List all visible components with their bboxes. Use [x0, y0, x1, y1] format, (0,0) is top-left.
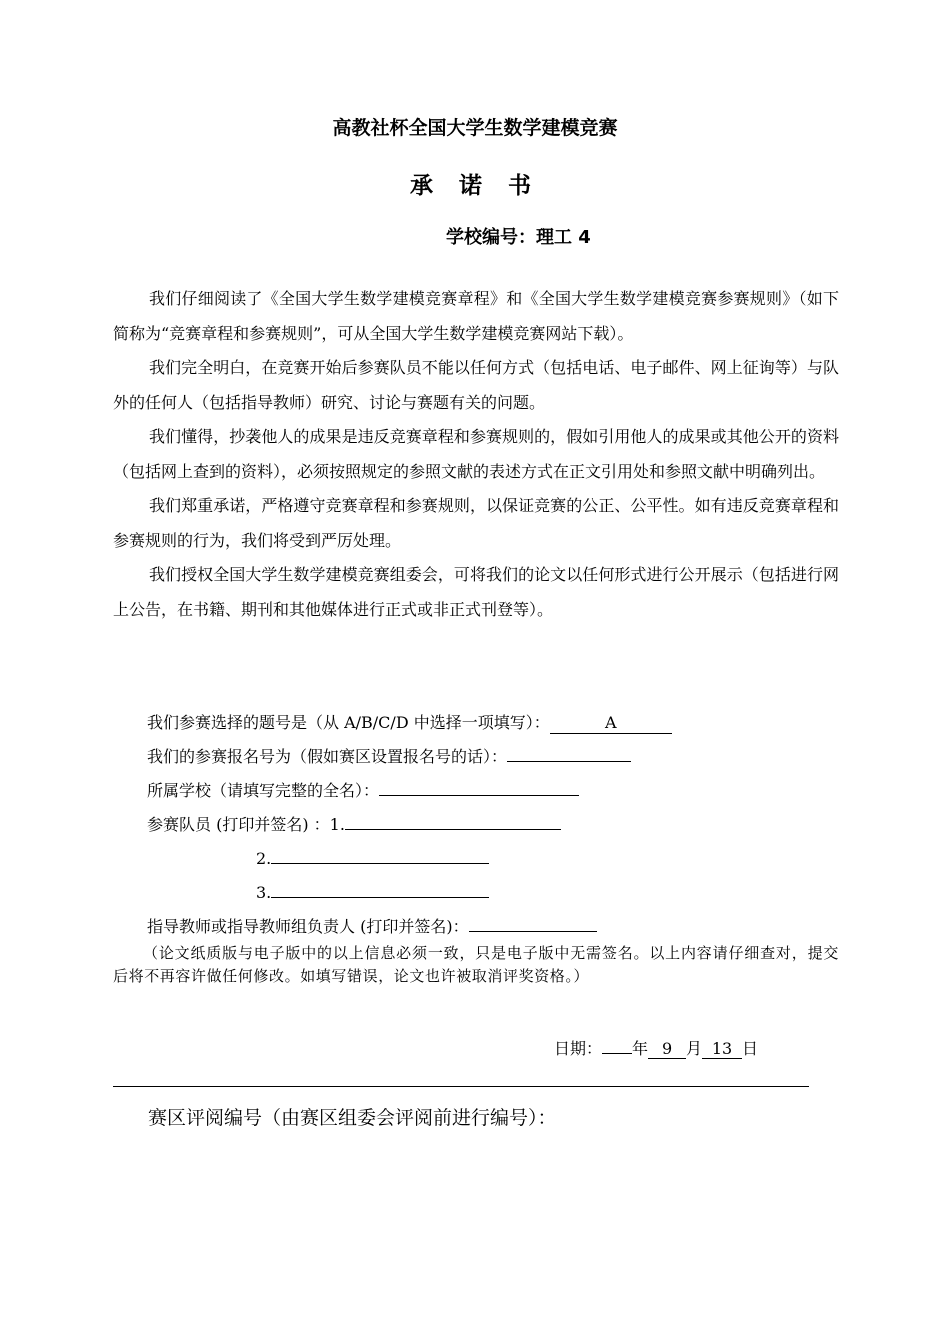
school-field[interactable]	[379, 775, 579, 796]
date-year-field[interactable]	[602, 1035, 632, 1054]
date-month-field[interactable]: 9	[648, 1040, 686, 1059]
document-title: 高教社杯全国大学生数学建模竞赛	[332, 117, 618, 139]
date-year-unit: 年	[632, 1039, 649, 1058]
registration-field[interactable]	[507, 741, 631, 762]
member-2-number: 2.	[256, 849, 272, 868]
date-day-unit: 日	[742, 1039, 759, 1058]
problem-choice-field[interactable]: A	[550, 713, 672, 734]
registration-label: 我们的参赛报名号为（假如赛区设置报名号的话）：	[147, 747, 508, 766]
date-row	[554, 1035, 758, 1062]
verification-note	[113, 942, 839, 988]
document-subtitle: 承 诺 书	[409, 173, 540, 199]
member-row-1	[147, 808, 672, 842]
advisor-row	[147, 910, 672, 944]
problem-choice-row	[147, 706, 672, 740]
date-day-field[interactable]: 13	[702, 1040, 742, 1059]
problem-choice-label: 我们参赛选择的题号是（从 A/B/C/D 中选择一项填写）：	[147, 713, 550, 732]
member-row-2	[147, 842, 672, 876]
commitment-body	[113, 282, 839, 627]
member-1-number: 1.	[329, 815, 345, 834]
member-row-3	[147, 876, 672, 910]
member-3-number: 3.	[256, 883, 272, 902]
date-label: 日期：	[554, 1039, 603, 1058]
paragraph-1: 我们仔细阅读了《全国大学生数学建模竞赛章程》和《全国大学生数学建模竞赛参赛规则》（如下简称为“竞赛章程和参赛规则”，可从全国大学生数学建模竞赛网站下载）。	[113, 289, 839, 343]
school-label: 所属学校（请填写完整的全名）：	[147, 781, 380, 800]
registration-row	[147, 740, 672, 774]
paragraph-4: 我们郑重承诺，严格遵守竞赛章程和参赛规则，以保证竞赛的公正、公平性。如有违反竞赛章程和参赛规则的行为，我们将受到严厉处理。	[113, 496, 839, 550]
date-month-unit: 月	[686, 1039, 703, 1058]
member-1-field[interactable]	[345, 809, 561, 830]
paragraph-5: 我们授权全国大学生数学建模竞赛组委会，可将我们的论文以任何形式进行公开展示（包括进行网上公告，在书籍、期刊和其他媒体进行正式或非正式刊登等）。	[113, 565, 839, 619]
advisor-label: 指导教师或指导教师组负责人 (打印并签名)：	[147, 917, 469, 936]
verification-note-text: （论文纸质版与电子版中的以上信息必须一致，只是电子版中无需签名。以上内容请仔细查对，提交后将不再容许做任何修改。如填写错误，论文也许被取消评奖资格。）	[113, 944, 839, 985]
section-divider	[113, 1086, 809, 1087]
paragraph-3: 我们懂得，抄袭他人的成果是违反竞赛章程和参赛规则的，假如引用他人的成果或其他公开的资料（包括网上查到的资料），必须按照规定的参照文献的表述方式在正文引用处和参照文献中明确列出。	[113, 427, 839, 481]
entry-form	[147, 706, 672, 944]
advisor-field[interactable]	[469, 911, 597, 932]
member-2-field[interactable]	[271, 843, 489, 864]
paragraph-2: 我们完全明白，在竞赛开始后参赛队员不能以任何方式（包括电话、电子邮件、网上征询等）与队外的任何人（包括指导教师）研究、讨论与赛题有关的问题。	[113, 358, 839, 412]
school-row	[147, 774, 672, 808]
members-label: 参赛队员 (打印并签名) ：	[147, 815, 330, 834]
school-code: 学校编号：理工 4	[446, 227, 591, 248]
review-number-label: 赛区评阅编号（由赛区组委会评阅前进行编号）：	[148, 1107, 557, 1129]
member-3-field[interactable]	[271, 877, 489, 898]
